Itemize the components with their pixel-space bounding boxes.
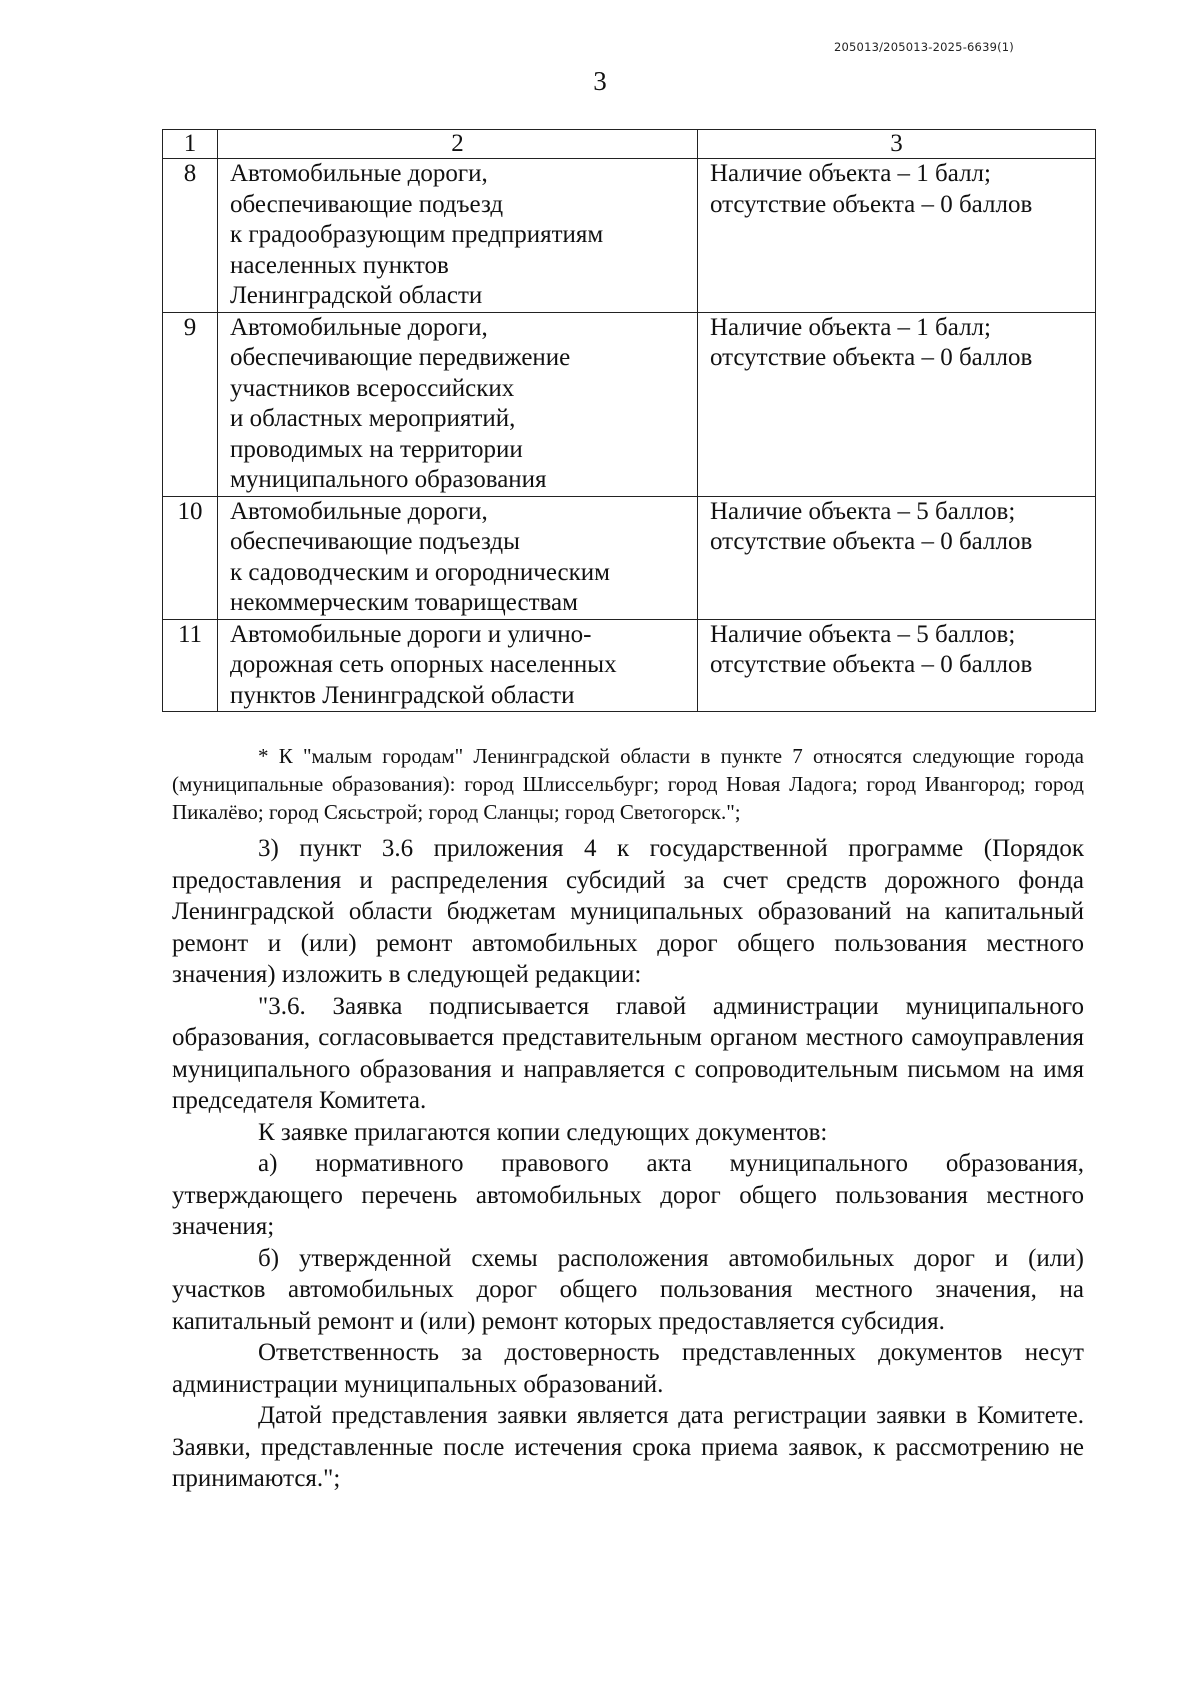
road-category — [218, 159, 698, 313]
cell-line: участников всероссийских — [230, 374, 515, 402]
cell-line: обеспечивающие передвижение — [230, 344, 571, 371]
table-row — [163, 496, 1096, 619]
paragraph: К заявке прилагаются копии следующих документов: — [258, 1118, 828, 1146]
header-cell: 1 — [163, 130, 218, 159]
cell-line: обеспечивающие подъезд — [230, 190, 504, 218]
header-cell: 2 — [218, 130, 698, 159]
cell-line: и областных мероприятий, — [230, 405, 516, 432]
paragraph: "3.6. Заявка подписывается главой администрации муниципального образования, согласовывается представительным органом местного самоуправления муниципального образования и направляется с сопроводительным письмом на имя председателя Комитета. — [172, 992, 1084, 1114]
cell-line: Наличие объекта – 5 баллов; — [710, 497, 1016, 525]
road-category — [218, 496, 698, 619]
cell-line: Наличие объекта – 5 баллов; — [710, 620, 1016, 648]
cell-line: населенных пунктов — [230, 251, 449, 279]
page-number: 3 — [593, 66, 607, 96]
cell-line: обеспечивающие подъезды — [230, 528, 520, 555]
row-number: 8 — [163, 159, 218, 313]
cell-line: отсутствие объекта – 0 баллов — [710, 190, 1033, 218]
cell-line: муниципального образования — [230, 466, 547, 493]
body-text — [172, 833, 1084, 1495]
score-cell — [698, 159, 1096, 313]
cell-line: проводимых на территории — [230, 435, 523, 463]
cell-line: к градообразующим предприятиям — [230, 221, 604, 248]
cell-line: Наличие объекта – 1 балл; — [710, 160, 991, 187]
cell-line: некоммерческим товариществам — [230, 589, 578, 616]
cell-line: Автомобильные дороги и улично- — [230, 620, 592, 648]
footnote — [172, 742, 1084, 826]
cell-line: отсутствие объекта – 0 баллов — [710, 344, 1033, 371]
row-number: 10 — [163, 496, 218, 619]
paragraph: 3) пункт 3.6 приложения 4 к государственной программе (Порядок предоставления и распределения субсидий за счет средств дорожного фонда Ленинградской области бюджетам муниципальных образований на капитальный ремонт и (или) ремонт автомобильных дорог общего пользования местного значения) изложить в следующей редакции: — [172, 835, 1084, 988]
cell-line: Автомобильные дороги, — [230, 160, 488, 187]
road-category — [218, 312, 698, 496]
paragraph: Датой представления заявки является дата регистрации заявки в Комитете. Заявки, представленные после истечения срока приема заявок, к рассмотрению не принимаются."; — [172, 1402, 1084, 1492]
cell-line: дорожная сеть опорных населенных — [230, 651, 617, 678]
cell-line: Автомобильные дороги, — [230, 313, 488, 341]
paragraph: Ответственность за достоверность представленных документов несут администрации муниципальных образований. — [172, 1339, 1084, 1398]
cell-line: к садоводческим и огородническим — [230, 558, 610, 586]
cell-line: Ленинградской области — [230, 282, 483, 309]
header-cell: 3 — [698, 130, 1096, 159]
row-number: 9 — [163, 312, 218, 496]
road-category — [218, 619, 698, 712]
paragraph: а) нормативного правового акта муниципального образования, утверждающего перечень автомобильных дорог общего пользования местного значения; — [172, 1150, 1084, 1240]
cell-line: Наличие объекта – 1 балл; — [710, 313, 991, 341]
score-cell — [698, 312, 1096, 496]
cell-line: пунктов Ленинградской области — [230, 681, 575, 709]
table-row — [163, 312, 1096, 496]
criteria-table — [162, 129, 1096, 712]
document-id: 205013/205013-2025-6639(1) — [834, 40, 1014, 54]
score-cell — [698, 619, 1096, 712]
table-header-row — [163, 130, 1096, 159]
cell-line: отсутствие объекта – 0 баллов — [710, 528, 1033, 555]
cell-line: Автомобильные дороги, — [230, 497, 488, 525]
cell-line: отсутствие объекта – 0 баллов — [710, 651, 1033, 678]
table-row — [163, 619, 1096, 712]
row-number: 11 — [163, 619, 218, 712]
score-cell — [698, 496, 1096, 619]
table-row — [163, 159, 1096, 313]
footnote-text: * К "малым городам" Ленинградской области в пункте 7 относятся следующие города (муниципальные образования): город Шлиссельбург; город Новая Ладога; город Ивангород; город Пикалёво; город Сясьстрой; город Сланцы; город Светогорск."; — [172, 744, 1084, 824]
paragraph: б) утвержденной схемы расположения автомобильных дорог и (или) участков автомобильных дорог общего пользования местного значения, на капитальный ремонт и (или) ремонт которых предоставляется субсидия. — [172, 1244, 1084, 1335]
